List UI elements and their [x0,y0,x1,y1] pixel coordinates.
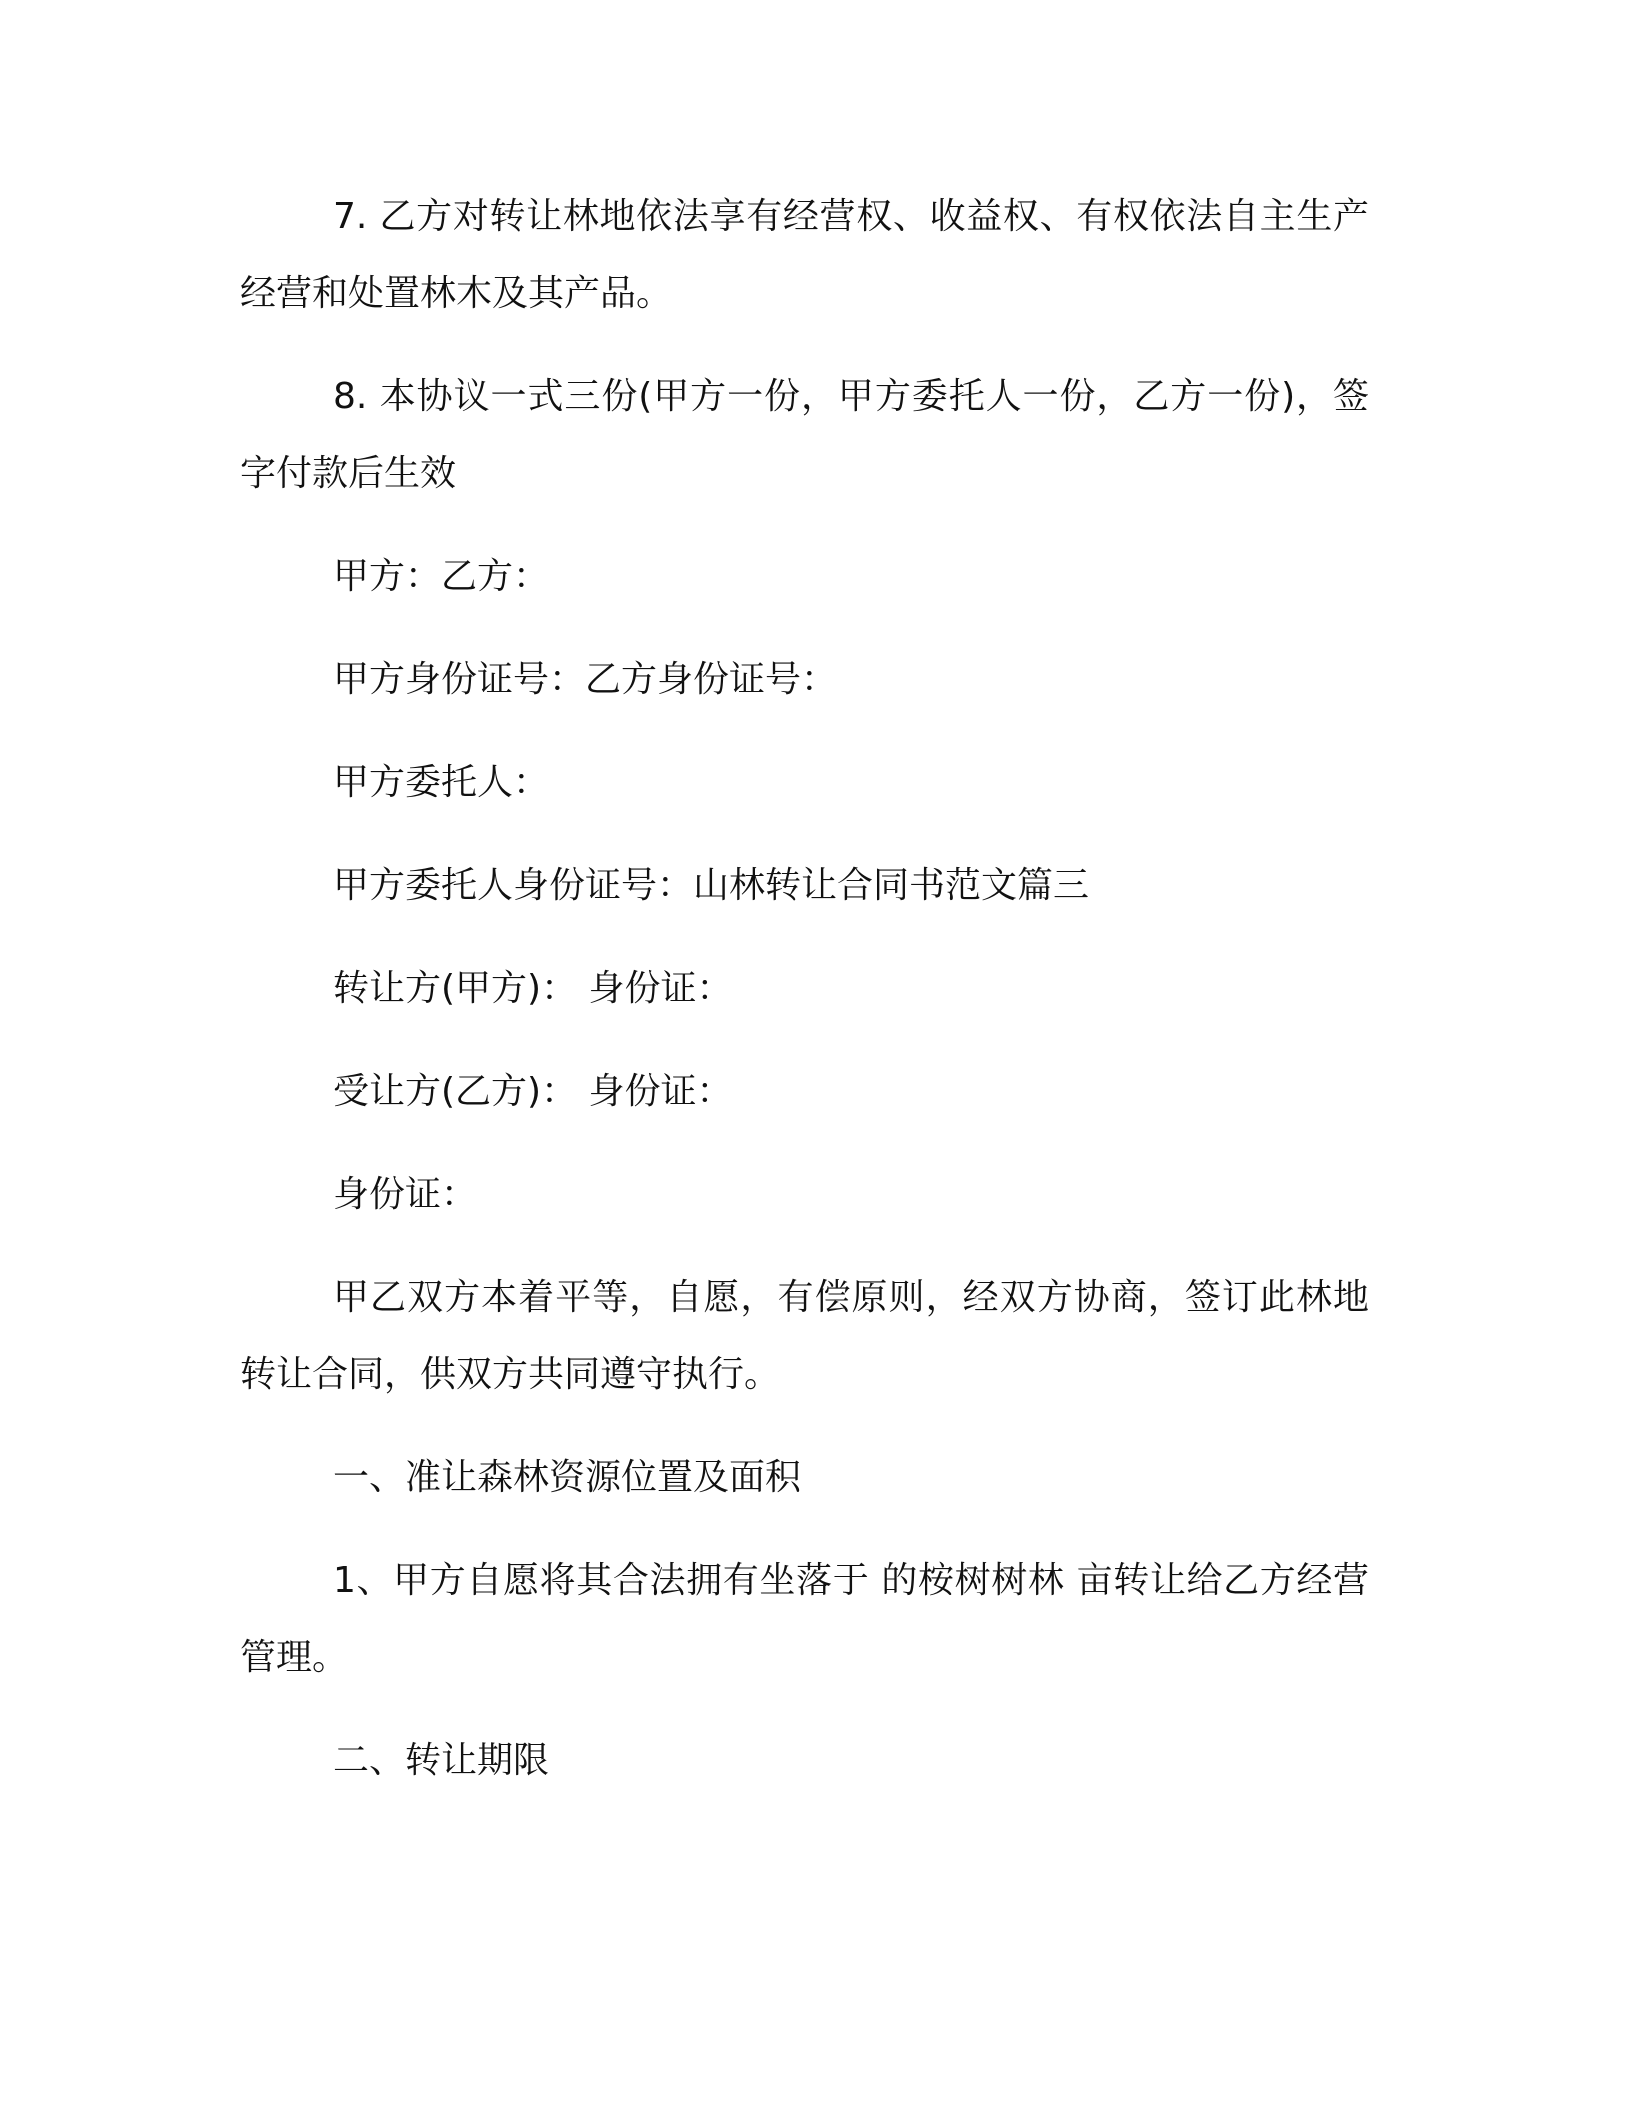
transferor-line [240,950,1369,1027]
text-line: 甲方委托人身份证号：山林转让合同书范文篇三 [333,865,1090,906]
text-line: 管理。 [240,1637,349,1678]
text-line: 8. 本协议一式三份(甲方一份，甲方委托人一份，乙方一份)，签 [333,376,1369,417]
party-a-b-signature-line [240,538,1369,615]
clause-1-1 [240,1542,1369,1696]
text-line: 甲乙双方本着平等，自愿，有偿原则，经双方协商，签订此林地 [333,1277,1369,1318]
text-line: 7. 乙方对转让林地依法享有经营权、收益权、有权依法自主生产 [333,196,1369,237]
text-line: 受让方(乙方)： 身份证： [333,1071,733,1112]
text-line: 经营和处置林木及其产品。 [240,273,673,314]
clause-7 [240,178,1369,332]
text-line: 甲方委托人： [333,762,550,803]
text-line: 甲方：乙方： [333,556,550,597]
id-card-line [240,1156,1369,1233]
text-line: 1、甲方自愿将其合法拥有坐落于 的桉树树林 亩转让给乙方经营 [333,1560,1369,1601]
text-line: 二、转让期限 [333,1740,550,1781]
text-line: 一、准让森林资源位置及面积 [333,1457,802,1498]
party-id-numbers-line [240,641,1369,718]
text-line: 转让方(甲方)： 身份证： [333,968,733,1009]
party-a-agent-id-line [240,847,1369,924]
text-line: 身份证： [333,1174,478,1215]
text-line: 转让合同，供双方共同遵守执行。 [240,1354,781,1395]
document-body [240,178,1369,1825]
text-line: 字付款后生效 [240,453,457,494]
party-a-agent-line [240,744,1369,821]
clause-8 [240,358,1369,512]
section-2-heading [240,1722,1369,1799]
transferee-line [240,1053,1369,1130]
agreement-preamble [240,1259,1369,1413]
section-1-heading [240,1439,1369,1516]
text-line: 甲方身份证号：乙方身份证号： [333,659,838,700]
